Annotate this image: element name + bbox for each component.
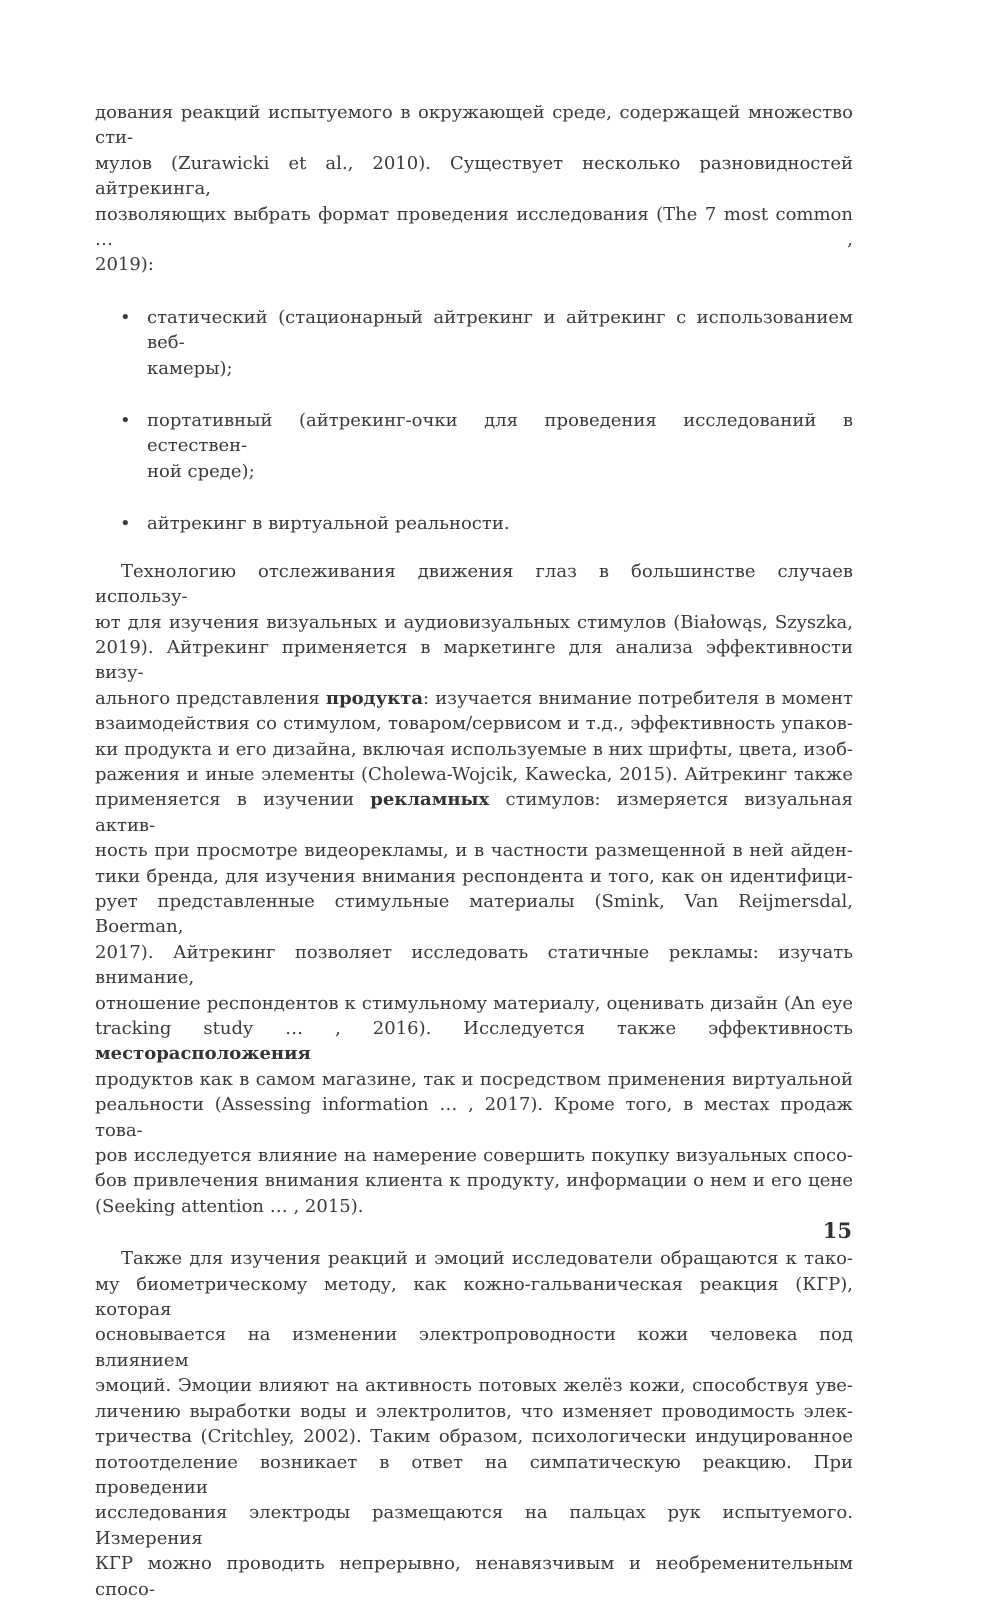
- text-line: тричества (Critchley, 2002). Таким образом, психологически индуцированное: [95, 1426, 853, 1448]
- text-line: му биометрическому методу, как кожно-гальваническая реакция (КГР), которая: [95, 1273, 853, 1321]
- paragraph-intro: [95, 100, 853, 278]
- text-line: эмоций. Эмоции влияют на активность потовых желёз кожи, способствуя уве-: [95, 1375, 853, 1397]
- text-line: бов привлечения внимания клиента к продукту, информации о нем и его цене: [95, 1170, 853, 1192]
- text-line: (Seeking attention … , 2015).: [95, 1195, 364, 1217]
- text-line: 2017). Айтрекинг позволяет исследовать статичные рекламы: изучать внимание,: [95, 941, 853, 989]
- text-line: исследования электроды размещаются на пальцах рук испытуемого. Измерения: [95, 1502, 853, 1549]
- text-line: личению выработки воды и электролитов, что изменяет проводимость элек-: [95, 1400, 853, 1422]
- paragraph-eyetracking: [95, 559, 853, 1220]
- text-line: статический (стационарный айтрекинг и айтрекинг с использованием веб-: [147, 306, 853, 354]
- text-fragment: применяется в изучении: [95, 789, 355, 811]
- list-item: [95, 408, 853, 484]
- text-line: отношение респондентов к стимульному материалу, оценивать дизайн (An eye: [95, 992, 853, 1014]
- text-line: 2019):: [95, 254, 154, 276]
- text-line: дования реакций испытуемого в окружающей среде, содержащей множество сти-: [95, 102, 853, 149]
- bold-term-product: продукта: [325, 687, 424, 709]
- text-line: взаимодействия со стимулом, товаром/сервисом и т.д., эффективность упаков-: [95, 713, 853, 735]
- text-line: ность при просмотре видеорекламы, и в частности размещенной в ней айден-: [95, 840, 853, 862]
- bullet-icon: •: [120, 513, 131, 535]
- bold-term-advertising: рекламных: [370, 789, 490, 811]
- text-line: мулов (Zurawicki et al., 2010). Существует несколько разновидностей айтрекинга,: [95, 152, 853, 200]
- text-line: [95, 787, 853, 838]
- text-line: [95, 1016, 853, 1067]
- text-line: реальности (Assessing information … , 2017). Кроме того, в местах продаж това-: [95, 1094, 853, 1141]
- bullet-icon: •: [120, 410, 131, 432]
- text-line: основывается на изменении электропроводности кожи человека под влиянием: [95, 1324, 853, 1371]
- page-number: 15: [822, 1218, 852, 1243]
- text-line: ки продукта и его дизайна, включая используемые в них шрифты, цвета, изоб-: [95, 738, 853, 760]
- page-body: [95, 100, 853, 1602]
- text-fragment: tracking study … , 2016). Исследуется также эффективность: [95, 1018, 853, 1039]
- text-fragment: стимулов: измеряется визуальная актив-: [95, 789, 853, 836]
- bullet-icon: •: [120, 306, 131, 328]
- text-line: рует представленные стимульные материалы (Smink, Van Reijmersdal, Boerman,: [95, 890, 853, 938]
- text-line: Технологию отслеживания движения глаз в большинстве случаев использу-: [95, 560, 853, 608]
- text-line: камеры);: [147, 357, 233, 379]
- text-line: [95, 686, 853, 711]
- text-line: тики бренда, для изучения внимания респондента и того, как он идентифици-: [95, 865, 853, 887]
- text-line: Также для изучения реакций и эмоций исследователи обращаются к тако-: [121, 1248, 853, 1270]
- text-line: айтрекинг в виртуальной реальности.: [147, 513, 510, 535]
- text-fragment: ального представления: [95, 687, 320, 709]
- text-line: ют для изучения визуальных и аудиовизуальных стимулов (Białowąs, Szyszka,: [95, 611, 853, 633]
- text-line: потоотделение возникает в ответ на симпатическую реакцию. При проведении: [95, 1451, 853, 1498]
- list-item: [95, 511, 853, 536]
- list-item: [95, 305, 853, 381]
- paragraph-gsr: [95, 1246, 853, 1602]
- text-line: портативный (айтрекинг-очки для проведения исследований в естествен-: [147, 410, 853, 457]
- text-line: ров исследуется влияние на намерение совершить покупку визуальных спосо-: [95, 1145, 853, 1167]
- bold-term-location: месторасположения: [95, 1043, 311, 1065]
- text-line: позволяющих выбрать формат проведения исследования (The 7 most common … ,: [95, 203, 853, 251]
- text-line: продуктов как в самом магазине, так и посредством применения виртуальной: [95, 1068, 853, 1090]
- text-line: 2019). Айтрекинг применяется в маркетинге для анализа эффективности визу-: [95, 636, 853, 684]
- text-fragment: : изучается внимание потребителя в момент: [423, 687, 854, 709]
- text-line: КГР можно проводить непрерывно, ненавязчивым и необременительным спосо-: [95, 1553, 853, 1600]
- text-line: ной среде);: [147, 460, 255, 482]
- bullet-list: [95, 305, 853, 537]
- text-line: ражения и иные элементы (Cholewa-Wojcik, Kawecka, 2015). Айтрекинг также: [95, 763, 853, 785]
